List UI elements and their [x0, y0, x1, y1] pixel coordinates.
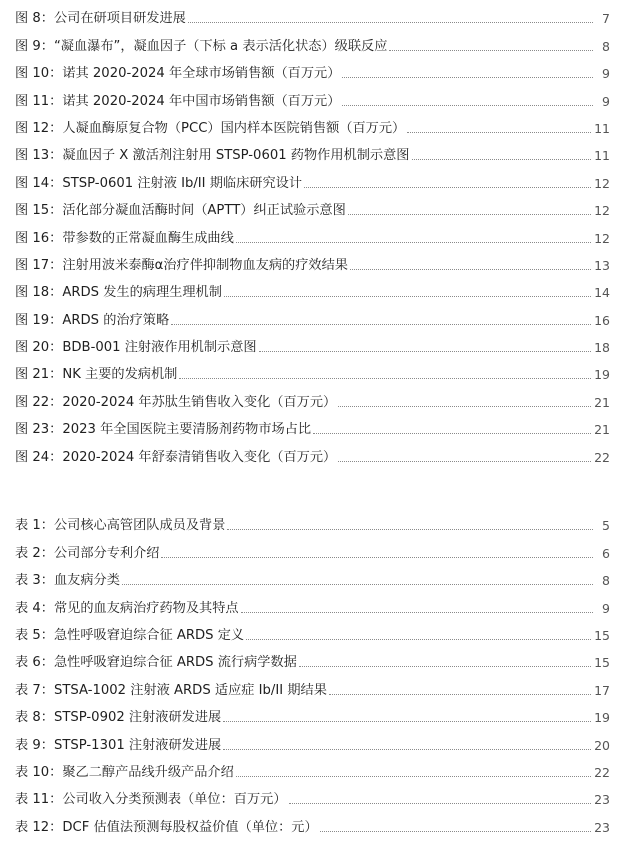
- dot-leader: [122, 584, 593, 585]
- dot-leader: [304, 187, 591, 188]
- figure-title: 图 16：带参数的正常凝血酶生成曲线: [15, 230, 234, 246]
- page-number: 23: [594, 819, 610, 835]
- table-entry[interactable]: [15, 671, 610, 698]
- page-number: 8: [602, 38, 610, 54]
- figure-title: 图 12：人凝血酶原复合物（PCC）国内样本医院销售额（百万元）: [15, 120, 406, 136]
- page-number: 6: [602, 545, 610, 561]
- dot-leader: [389, 50, 593, 51]
- dot-leader: [223, 721, 591, 722]
- dot-leader: [241, 612, 593, 613]
- page-number: 21: [594, 422, 610, 438]
- dot-leader: [342, 77, 593, 78]
- page-number: 5: [602, 518, 610, 534]
- dot-leader: [161, 557, 593, 558]
- dot-leader: [223, 749, 591, 750]
- page-number: 7: [602, 11, 610, 27]
- table-entry[interactable]: [15, 507, 610, 534]
- figure-entry[interactable]: [15, 164, 610, 191]
- figure-title: 图 13：凝血因子 X 激活剂注射用 STSP-0601 药物作用机制示意图: [15, 148, 410, 164]
- page-number: 8: [602, 573, 610, 589]
- figure-entry[interactable]: [15, 329, 610, 356]
- figure-entry[interactable]: [15, 301, 610, 328]
- page-number: 11: [594, 120, 610, 136]
- table-entry[interactable]: [15, 754, 610, 781]
- dot-leader: [224, 296, 591, 297]
- page-number: 11: [594, 148, 610, 164]
- table-entry[interactable]: [15, 644, 610, 671]
- page-number: 22: [594, 764, 610, 780]
- dot-leader: [227, 529, 593, 530]
- dot-leader: [342, 105, 593, 106]
- figure-entry[interactable]: [15, 55, 610, 82]
- figure-entry[interactable]: [15, 438, 610, 465]
- figure-entry[interactable]: [15, 274, 610, 301]
- figure-entry[interactable]: [15, 137, 610, 164]
- figure-title: 图 10：诺其 2020-2024 年全球市场销售额（百万元）: [15, 66, 341, 82]
- table-entry[interactable]: [15, 699, 610, 726]
- page-number: 22: [594, 449, 610, 465]
- table-title: 表 5：急性呼吸窘迫综合征 ARDS 定义: [15, 627, 245, 643]
- table-title: 表 4：常见的血友病治疗药物及其特点: [15, 600, 239, 616]
- dot-leader: [171, 324, 591, 325]
- page-number: 12: [594, 203, 610, 219]
- page-number: 19: [594, 710, 610, 726]
- dot-leader: [338, 406, 591, 407]
- figure-entry[interactable]: [15, 82, 610, 109]
- dot-leader: [246, 639, 591, 640]
- figure-title: 图 17：注射用波米泰酶α治疗伴抑制物血友病的疗效结果: [15, 257, 348, 273]
- dot-leader: [338, 461, 591, 462]
- table-title: 表 1：公司核心高管团队成员及背景: [15, 518, 226, 534]
- dot-leader: [313, 433, 591, 434]
- figure-title: 图 22：2020-2024 年苏肽生销售收入变化（百万元）: [15, 394, 337, 410]
- page-number: 9: [602, 600, 610, 616]
- page-number: 18: [594, 340, 610, 356]
- figure-title: 图 24：2020-2024 年舒泰清销售收入变化（百万元）: [15, 449, 337, 465]
- table-title: 表 7：STSA-1002 注射液 ARDS 适应症 Ib/II 期结果: [15, 682, 327, 698]
- page-number: 9: [602, 66, 610, 82]
- page-number: 19: [594, 367, 610, 383]
- figure-entry[interactable]: [15, 192, 610, 219]
- dot-leader: [348, 214, 591, 215]
- table-entry[interactable]: [15, 589, 610, 616]
- table-list: [15, 507, 610, 836]
- figure-entry[interactable]: [15, 110, 610, 137]
- figure-entry[interactable]: [15, 0, 610, 27]
- dot-leader: [329, 694, 591, 695]
- page-number: 23: [594, 792, 610, 808]
- dot-leader: [350, 269, 591, 270]
- table-title: 表 3：血友病分类: [15, 573, 120, 589]
- figure-title: 图 21：NK 主要的发病机制: [15, 367, 178, 383]
- page-number: 17: [594, 682, 610, 698]
- page-number: 9: [602, 93, 610, 109]
- table-entry[interactable]: [15, 726, 610, 753]
- table-title: 表 10：聚乙二醇产品线升级产品介绍: [15, 764, 234, 780]
- table-entry[interactable]: [15, 617, 610, 644]
- dot-leader: [407, 132, 591, 133]
- dot-leader: [289, 803, 592, 804]
- table-title: 表 8：STSP-0902 注射液研发进展: [15, 710, 222, 726]
- dot-leader: [236, 242, 591, 243]
- dot-leader: [179, 378, 591, 379]
- figure-title: 图 19：ARDS 的治疗策略: [15, 312, 170, 328]
- figure-title: 图 15：活化部分凝血活酶时间（APTT）纠正试验示意图: [15, 203, 346, 219]
- dot-leader: [320, 831, 591, 832]
- table-title: 表 9：STSP-1301 注射液研发进展: [15, 737, 222, 753]
- figure-title: 图 11：诺其 2020-2024 年中国市场销售额（百万元）: [15, 93, 341, 109]
- page-number: 20: [594, 737, 610, 753]
- page-number: 13: [594, 257, 610, 273]
- page-number: 14: [594, 285, 610, 301]
- figure-entry[interactable]: [15, 356, 610, 383]
- dot-leader: [412, 159, 592, 160]
- figure-title: 图 8：公司在研项目研发进展: [15, 11, 186, 27]
- dot-leader: [259, 351, 592, 352]
- table-title: 表 11：公司收入分类预测表（单位：百万元）: [15, 792, 287, 808]
- page-number: 12: [594, 175, 610, 191]
- table-entry[interactable]: [15, 562, 610, 589]
- table-title: 表 12：DCF 估值法预测每股权益价值（单位：元）: [15, 819, 318, 835]
- table-title: 表 2：公司部分专利介绍: [15, 545, 160, 561]
- page-number: 16: [594, 312, 610, 328]
- figure-entry[interactable]: [15, 383, 610, 410]
- dot-leader: [236, 776, 591, 777]
- figure-entry[interactable]: [15, 27, 610, 54]
- figure-entry[interactable]: [15, 219, 610, 246]
- dot-leader: [188, 22, 593, 23]
- table-title: 表 6：急性呼吸窘迫综合征 ARDS 流行病学数据: [15, 655, 297, 671]
- page-number: 12: [594, 230, 610, 246]
- page-number: 15: [594, 627, 610, 643]
- figure-title: 图 14：STSP-0601 注射液 Ib/II 期临床研究设计: [15, 175, 303, 191]
- figure-title: 图 20：BDB-001 注射液作用机制示意图: [15, 340, 257, 356]
- figure-entry[interactable]: [15, 247, 610, 274]
- figure-title: 图 18：ARDS 发生的病理生理机制: [15, 285, 222, 301]
- figure-title: 图 9：“凝血瀑布”，凝血因子（下标 a 表示活化状态）级联反应: [15, 38, 388, 54]
- page-number: 21: [594, 394, 610, 410]
- figure-list: [15, 0, 610, 466]
- table-entry[interactable]: [15, 534, 610, 561]
- dot-leader: [299, 666, 591, 667]
- table-entry[interactable]: [15, 808, 610, 835]
- table-entry[interactable]: [15, 781, 610, 808]
- figure-entry[interactable]: [15, 411, 610, 438]
- figure-title: 图 23：2023 年全国医院主要清肠剂药物市场占比: [15, 422, 312, 438]
- page-number: 15: [594, 655, 610, 671]
